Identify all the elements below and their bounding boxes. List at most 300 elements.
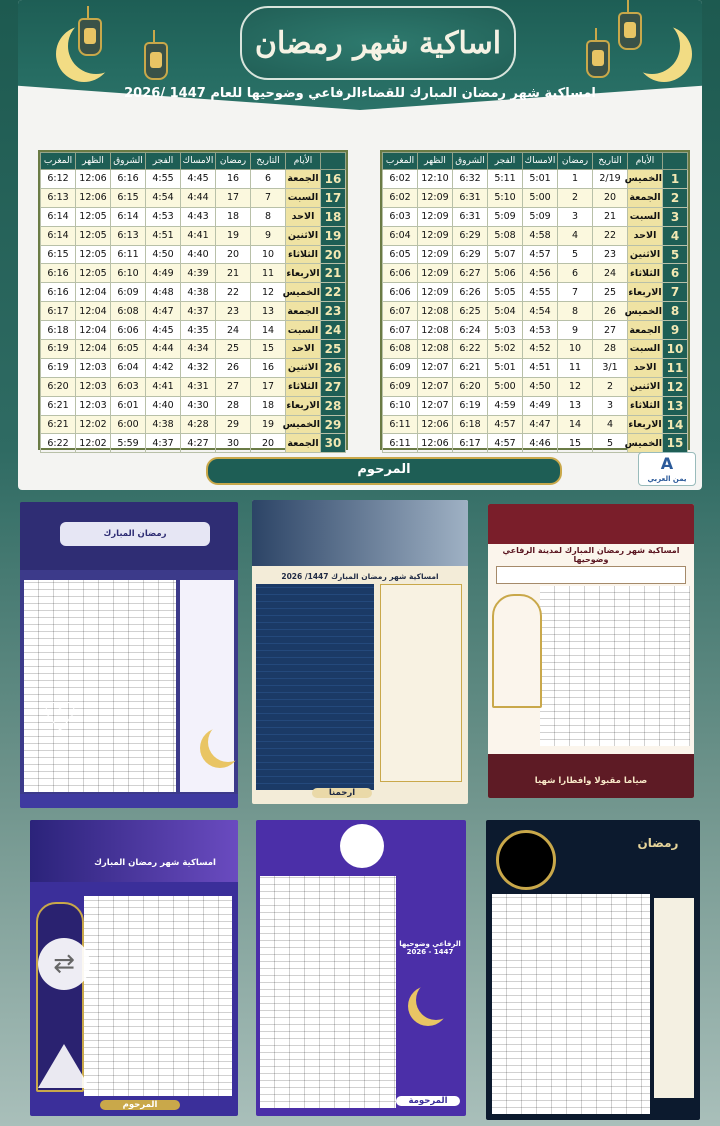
day-name: الخميس <box>286 415 321 434</box>
day-number: 2 <box>663 188 688 207</box>
time-cell: 6:13 <box>41 188 76 207</box>
time-cell: 6:16 <box>41 283 76 302</box>
time-cell: 4:45 <box>146 321 181 340</box>
time-cell: 6:07 <box>383 321 418 340</box>
time-cell: 6:18 <box>41 321 76 340</box>
swap-arrows-icon[interactable]: ⇄ <box>38 938 90 990</box>
time-cell: 4:49 <box>146 264 181 283</box>
time-cell: 6:25 <box>453 302 488 321</box>
thumb-footer: صياما مقبولا وافطارا شهيا <box>534 776 648 786</box>
time-cell: 4:56 <box>523 264 558 283</box>
time-cell: 25 <box>216 340 251 359</box>
day-number: 4 <box>663 226 688 245</box>
time-cell: 6:03 <box>383 207 418 226</box>
time-cell: 4:39 <box>181 264 216 283</box>
time-cell: 5:59 <box>111 434 146 453</box>
day-number: 7 <box>663 283 688 302</box>
day-name: الثلاثاء <box>286 377 321 396</box>
time-cell: 5:07 <box>488 245 523 264</box>
day-number: 30 <box>321 434 346 453</box>
time-cell: 12:07 <box>418 358 453 377</box>
day-name: الاربعاء <box>628 283 663 302</box>
time-cell: 20 <box>593 188 628 207</box>
heart-outline-icon[interactable]: ♡ <box>42 695 78 741</box>
day-number: 25 <box>321 340 346 359</box>
time-cell: 6:17 <box>453 434 488 453</box>
table-row <box>41 396 346 415</box>
time-cell: 20 <box>216 245 251 264</box>
time-cell: 12:06 <box>76 188 111 207</box>
time-cell: 6:03 <box>111 377 146 396</box>
time-cell: 6:19 <box>453 396 488 415</box>
time-cell: 6:13 <box>111 226 146 245</box>
time-cell: 12:03 <box>76 377 111 396</box>
time-cell: 24 <box>593 264 628 283</box>
header-cell: رمضان <box>558 153 593 170</box>
time-cell: 10 <box>558 340 593 359</box>
thumb-footer: ارحمنا <box>312 788 372 798</box>
time-cell: 6:04 <box>383 226 418 245</box>
main-imsakiya[interactable] <box>18 0 702 490</box>
time-cell: 12:08 <box>418 321 453 340</box>
subtitle: امساكية شهر رمضان المبارك للقضاءالرفاعي وضوحيها للعام 1447 /2026 <box>124 86 596 101</box>
thumb-table <box>84 896 232 1096</box>
time-cell: 6:00 <box>111 415 146 434</box>
time-cell: 6:02 <box>383 188 418 207</box>
time-cell: 5:00 <box>488 377 523 396</box>
header-cell: المغرب <box>41 153 76 170</box>
time-cell: 22 <box>593 226 628 245</box>
day-number: 21 <box>321 264 346 283</box>
time-cell: 6 <box>251 170 286 189</box>
time-cell: 6:15 <box>41 245 76 264</box>
time-cell: 6:10 <box>111 264 146 283</box>
table-row <box>41 321 346 340</box>
day-number: 17 <box>321 188 346 207</box>
time-cell: 12 <box>558 377 593 396</box>
template-thumbnail-5[interactable] <box>256 820 466 1116</box>
time-cell: 12:08 <box>418 302 453 321</box>
day-name: الاثنين <box>628 377 663 396</box>
time-cell: 12:06 <box>76 170 111 189</box>
day-name: الاحد <box>628 358 663 377</box>
day-number: 16 <box>321 170 346 189</box>
lantern-icon <box>618 12 642 50</box>
time-cell: 6:11 <box>111 245 146 264</box>
table-row <box>41 226 346 245</box>
time-cell: 4:54 <box>523 302 558 321</box>
thumb-header <box>30 820 238 882</box>
thumb-table <box>24 580 176 792</box>
day-number: 3 <box>663 207 688 226</box>
time-cell: 11 <box>558 358 593 377</box>
time-cell: 6:29 <box>453 226 488 245</box>
day-name: الاثنين <box>286 226 321 245</box>
time-cell: 4 <box>593 415 628 434</box>
time-cell: 12:07 <box>418 377 453 396</box>
thumb-header <box>252 500 468 566</box>
time-cell: 21 <box>216 264 251 283</box>
day-number: 19 <box>321 226 346 245</box>
time-cell: 4 <box>558 226 593 245</box>
day-name: الخميس <box>628 302 663 321</box>
table-row <box>383 358 688 377</box>
time-cell: 6:31 <box>453 207 488 226</box>
table-row <box>41 188 346 207</box>
header-cell: الامساك <box>181 153 216 170</box>
time-cell: 27 <box>593 321 628 340</box>
time-cell: 7 <box>558 283 593 302</box>
time-cell: 6:09 <box>111 283 146 302</box>
table-row <box>383 264 688 283</box>
time-cell: 4:53 <box>146 207 181 226</box>
header-cell <box>321 153 346 170</box>
crescent-moon-icon <box>416 980 456 1020</box>
table-right <box>380 150 690 450</box>
time-cell: 4:58 <box>523 226 558 245</box>
time-cell: 2 <box>558 188 593 207</box>
logo-letter: A <box>660 454 674 473</box>
time-cell: 6:11 <box>383 415 418 434</box>
time-cell: 6:06 <box>383 283 418 302</box>
time-cell: 4:57 <box>488 434 523 453</box>
table-row <box>41 434 346 453</box>
table-row <box>383 321 688 340</box>
day-number: 22 <box>321 283 346 302</box>
header-cell: الشروق <box>111 153 146 170</box>
day-name: السبت <box>286 321 321 340</box>
table-row <box>383 207 688 226</box>
time-cell: 4:35 <box>181 321 216 340</box>
time-cell: 16 <box>251 358 286 377</box>
template-thumbnail-6[interactable] <box>486 820 700 1120</box>
time-cell: 4:57 <box>488 415 523 434</box>
time-cell: 3 <box>558 207 593 226</box>
time-cell: 12:09 <box>418 226 453 245</box>
lantern-icon <box>78 18 102 56</box>
time-cell: 4:49 <box>523 396 558 415</box>
time-cell: 6:07 <box>383 302 418 321</box>
time-cell: 4:57 <box>523 245 558 264</box>
time-cell: 5:02 <box>488 340 523 359</box>
time-cell: 11 <box>251 264 286 283</box>
template-thumbnail-1[interactable] <box>20 502 238 808</box>
table-header-row <box>41 153 346 170</box>
time-cell: 6:14 <box>111 207 146 226</box>
time-cell: 25 <box>593 283 628 302</box>
time-cell: 4:53 <box>523 321 558 340</box>
time-cell: 23 <box>593 245 628 264</box>
time-cell: 12:05 <box>76 226 111 245</box>
header-cell: الأيام <box>286 153 321 170</box>
thumb-table <box>540 586 690 746</box>
warning-triangle-icon[interactable] <box>38 1044 90 1088</box>
day-number: 24 <box>321 321 346 340</box>
day-name: الجمعة <box>286 302 321 321</box>
time-cell: 2/19 <box>593 170 628 189</box>
thumb-footer: المرحومة <box>396 1096 460 1106</box>
time-cell: 6:10 <box>383 396 418 415</box>
thumb-side-panel <box>654 898 694 1098</box>
time-cell: 14 <box>558 415 593 434</box>
time-cell: 6:19 <box>41 340 76 359</box>
time-cell: 6:14 <box>41 226 76 245</box>
table-row <box>41 207 346 226</box>
header-cell: التاريخ <box>251 153 286 170</box>
time-cell: 6:09 <box>383 377 418 396</box>
time-cell: 12:06 <box>418 434 453 453</box>
time-cell: 6:31 <box>453 188 488 207</box>
time-cell: 4:52 <box>523 340 558 359</box>
time-cell: 4:55 <box>523 283 558 302</box>
day-number: 26 <box>321 358 346 377</box>
name-field <box>496 566 686 584</box>
day-number: 18 <box>321 207 346 226</box>
time-cell: 12:04 <box>76 283 111 302</box>
day-name: الثلاثاء <box>628 396 663 415</box>
logo <box>638 452 696 486</box>
time-cell: 4:42 <box>146 358 181 377</box>
time-cell: 6:17 <box>41 302 76 321</box>
thumb-caption: امساكية شهر رمضان المبارك <box>94 858 216 868</box>
time-cell: 5:01 <box>523 170 558 189</box>
time-cell: 6:01 <box>111 396 146 415</box>
time-cell: 4:55 <box>146 170 181 189</box>
time-cell: 29 <box>216 415 251 434</box>
time-cell: 6:16 <box>111 170 146 189</box>
arch-frame <box>492 594 542 708</box>
time-cell: 13 <box>251 302 286 321</box>
day-name: الجمعة <box>286 170 321 189</box>
thumb-caption: امساكية شهر رمضان المبارك 1447/ 2026 <box>281 572 439 581</box>
time-cell: 28 <box>593 340 628 359</box>
day-name: السبت <box>628 340 663 359</box>
time-cell: 6:06 <box>111 321 146 340</box>
table-row <box>383 245 688 264</box>
table-row <box>41 302 346 321</box>
day-number: 29 <box>321 415 346 434</box>
time-cell: 5:05 <box>488 283 523 302</box>
time-cell: 6:20 <box>453 377 488 396</box>
day-number: 14 <box>663 415 688 434</box>
header-cell: الأيام <box>628 153 663 170</box>
time-cell: 12:02 <box>76 415 111 434</box>
table-row <box>41 170 346 189</box>
time-cell: 9 <box>558 321 593 340</box>
time-cell: 18 <box>251 396 286 415</box>
title-plaque <box>240 6 516 80</box>
time-cell: 6:19 <box>41 358 76 377</box>
time-cell: 6:02 <box>383 170 418 189</box>
time-cell: 4:51 <box>146 226 181 245</box>
time-cell: 4:50 <box>523 377 558 396</box>
day-name: الاربعاء <box>286 264 321 283</box>
day-name: الخميس <box>286 283 321 302</box>
table-row <box>383 340 688 359</box>
time-cell: 12:04 <box>76 321 111 340</box>
time-cell: 4:44 <box>181 188 216 207</box>
time-cell: 4:51 <box>523 358 558 377</box>
thumb-table <box>256 584 374 790</box>
time-cell: 12:02 <box>76 434 111 453</box>
time-cell: 19 <box>251 415 286 434</box>
schedule-table <box>40 152 346 453</box>
table-row <box>383 170 688 189</box>
table-row <box>383 188 688 207</box>
time-cell: 6:15 <box>111 188 146 207</box>
time-cell: 3 <box>593 396 628 415</box>
table-row <box>41 245 346 264</box>
thumb-footer: المرحوم <box>100 1100 180 1110</box>
time-cell: 5:03 <box>488 321 523 340</box>
time-cell: 4:43 <box>181 207 216 226</box>
time-cell: 4:54 <box>146 188 181 207</box>
time-cell: 8 <box>251 207 286 226</box>
time-cell: 5:06 <box>488 264 523 283</box>
time-cell: 9 <box>251 226 286 245</box>
header-cell: الفجر <box>488 153 523 170</box>
time-cell: 12:09 <box>418 188 453 207</box>
time-cell: 21 <box>593 207 628 226</box>
table-row <box>41 377 346 396</box>
day-number: 15 <box>663 434 688 453</box>
day-number: 23 <box>321 302 346 321</box>
time-cell: 5:01 <box>488 358 523 377</box>
time-cell: 5:11 <box>488 170 523 189</box>
time-cell: 6:18 <box>453 415 488 434</box>
time-cell: 19 <box>216 226 251 245</box>
time-cell: 6:21 <box>41 415 76 434</box>
time-cell: 6:26 <box>453 283 488 302</box>
time-cell: 24 <box>216 321 251 340</box>
lantern-icon <box>586 40 610 78</box>
day-name: الجمعة <box>628 321 663 340</box>
time-cell: 4:40 <box>181 245 216 264</box>
time-cell: 30 <box>216 434 251 453</box>
time-cell: 5:09 <box>523 207 558 226</box>
table-row <box>41 283 346 302</box>
lantern-icon <box>144 42 168 80</box>
time-cell: 2 <box>593 377 628 396</box>
table-row <box>383 396 688 415</box>
table-row <box>383 434 688 453</box>
page-title: اساكية شهر رمضان <box>254 25 502 61</box>
time-cell: 4:40 <box>146 396 181 415</box>
time-cell: 4:28 <box>181 415 216 434</box>
time-cell: 20 <box>251 434 286 453</box>
time-cell: 12:05 <box>76 207 111 226</box>
time-cell: 4:59 <box>488 396 523 415</box>
time-cell: 6 <box>558 264 593 283</box>
time-cell: 12:05 <box>76 245 111 264</box>
time-cell: 26 <box>216 358 251 377</box>
time-cell: 8 <box>558 302 593 321</box>
time-cell: 6:29 <box>453 245 488 264</box>
time-cell: 6:32 <box>453 170 488 189</box>
time-cell: 12:06 <box>418 415 453 434</box>
time-cell: 17 <box>251 377 286 396</box>
time-cell: 5 <box>593 434 628 453</box>
table-header-row <box>383 153 688 170</box>
time-cell: 4:38 <box>146 415 181 434</box>
time-cell: 4:41 <box>146 377 181 396</box>
time-cell: 12:05 <box>76 264 111 283</box>
time-cell: 4:45 <box>181 170 216 189</box>
day-number: 9 <box>663 321 688 340</box>
template-thumbnail-3[interactable] <box>488 504 694 798</box>
time-cell: 17 <box>216 188 251 207</box>
day-number: 8 <box>663 302 688 321</box>
time-cell: 4:32 <box>181 358 216 377</box>
time-cell: 6:21 <box>453 358 488 377</box>
day-number: 28 <box>321 396 346 415</box>
time-cell: 4:38 <box>181 283 216 302</box>
day-name: الثلاثاء <box>628 264 663 283</box>
table-row <box>383 283 688 302</box>
table-row <box>41 264 346 283</box>
header-cell: التاريخ <box>593 153 628 170</box>
day-name: الجمعة <box>628 188 663 207</box>
time-cell: 6:05 <box>383 245 418 264</box>
day-name: الاحد <box>628 226 663 245</box>
table-row <box>41 415 346 434</box>
time-cell: 4:41 <box>181 226 216 245</box>
time-cell: 1 <box>558 170 593 189</box>
time-cell: 6:06 <box>383 264 418 283</box>
time-cell: 6:16 <box>41 264 76 283</box>
day-name: الاربعاء <box>628 415 663 434</box>
thumb-caption: رمضان <box>637 836 679 850</box>
time-cell: 5:08 <box>488 226 523 245</box>
time-cell: 14 <box>251 321 286 340</box>
template-thumbnail-2[interactable] <box>252 500 468 804</box>
time-cell: 12:08 <box>418 340 453 359</box>
day-name: الخميس <box>628 170 663 189</box>
time-cell: 16 <box>216 170 251 189</box>
day-name: الثلاثاء <box>286 245 321 264</box>
time-cell: 12:03 <box>76 396 111 415</box>
thumb-caption: رمضان المبارك <box>60 522 210 546</box>
day-name: الاثنين <box>628 245 663 264</box>
day-number: 6 <box>663 264 688 283</box>
thumb-header <box>488 504 694 544</box>
time-cell: 5 <box>558 245 593 264</box>
time-cell: 18 <box>216 207 251 226</box>
day-name: الاربعاء <box>286 396 321 415</box>
time-cell: 12:04 <box>76 340 111 359</box>
time-cell: 6:20 <box>41 377 76 396</box>
time-cell: 12:09 <box>418 207 453 226</box>
time-cell: 6:22 <box>41 434 76 453</box>
table-row <box>41 340 346 359</box>
footer-banner: المرحوم <box>206 457 562 485</box>
time-cell: 4:37 <box>181 302 216 321</box>
time-cell: 4:47 <box>523 415 558 434</box>
time-cell: 6:27 <box>453 264 488 283</box>
day-name: السبت <box>286 188 321 207</box>
day-number: 5 <box>663 245 688 264</box>
thumb-table <box>260 876 396 1108</box>
day-number: 20 <box>321 245 346 264</box>
time-cell: 12:07 <box>418 396 453 415</box>
time-cell: 5:10 <box>488 188 523 207</box>
header-cell: الظهر <box>76 153 111 170</box>
time-cell: 12:10 <box>418 170 453 189</box>
header-cell: رمضان <box>216 153 251 170</box>
table-row <box>383 415 688 434</box>
header-cell: الفجر <box>146 153 181 170</box>
thumb-caption: الرفاعي وضوحيها 1447 - 2026 <box>399 940 461 956</box>
